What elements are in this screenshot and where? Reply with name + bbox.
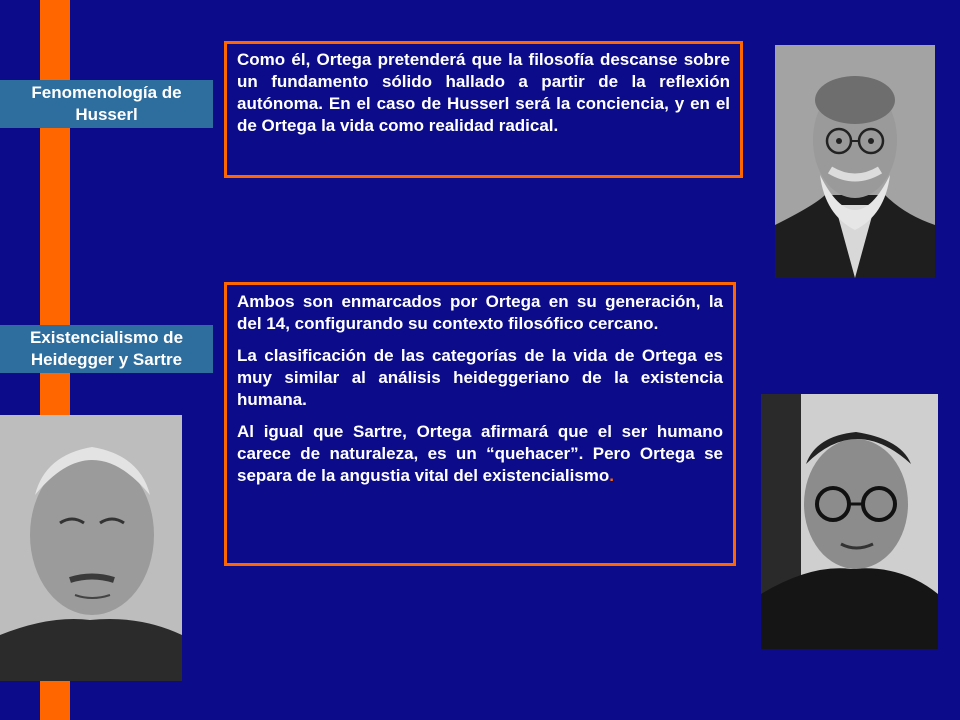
trailing-period: . xyxy=(609,466,615,485)
heidegger-portrait-image xyxy=(0,415,182,681)
label-husserl-line-1: Fenomenología de xyxy=(31,83,182,102)
label-husserl-line-2: Husserl xyxy=(75,105,138,124)
existentialism-text-box xyxy=(224,282,736,566)
husserl-paragraph: Como él, Ortega pretenderá que la filosofía descanse sobre un fundamento sólido hallado a partir de la reflexión autónoma. En el caso de Husserl será la conciencia, y en el de Ortega la vida como realidad radical. xyxy=(237,50,730,135)
label-husserl-phenomenology xyxy=(0,80,213,128)
husserl-portrait-image xyxy=(775,45,935,278)
existentialism-paragraph-3-text: Al igual que Sartre, Ortega afirmará que el ser humano carece de naturaleza, es un “quehacer”. Pero Ortega se separa de la angustia vital del existencialismo xyxy=(237,422,723,485)
label-existentialism-line-1: Existencialismo de xyxy=(29,328,184,347)
label-existentialism-line-2: Heidegger y Sartre xyxy=(30,350,183,369)
existentialism-paragraph-3 xyxy=(237,421,723,487)
existentialism-paragraph-2: La clasificación de las categorías de la vida de Ortega es muy similar al análisis heideggeriano de la existencia humana. xyxy=(237,346,723,409)
husserl-text-box xyxy=(224,41,743,178)
sartre-portrait-image xyxy=(761,394,938,649)
label-existentialism xyxy=(0,325,213,373)
existentialism-paragraph-1: Ambos son enmarcados por Ortega en su generación, la del 14, configurando su contexto filosófico cercano. xyxy=(237,292,723,333)
